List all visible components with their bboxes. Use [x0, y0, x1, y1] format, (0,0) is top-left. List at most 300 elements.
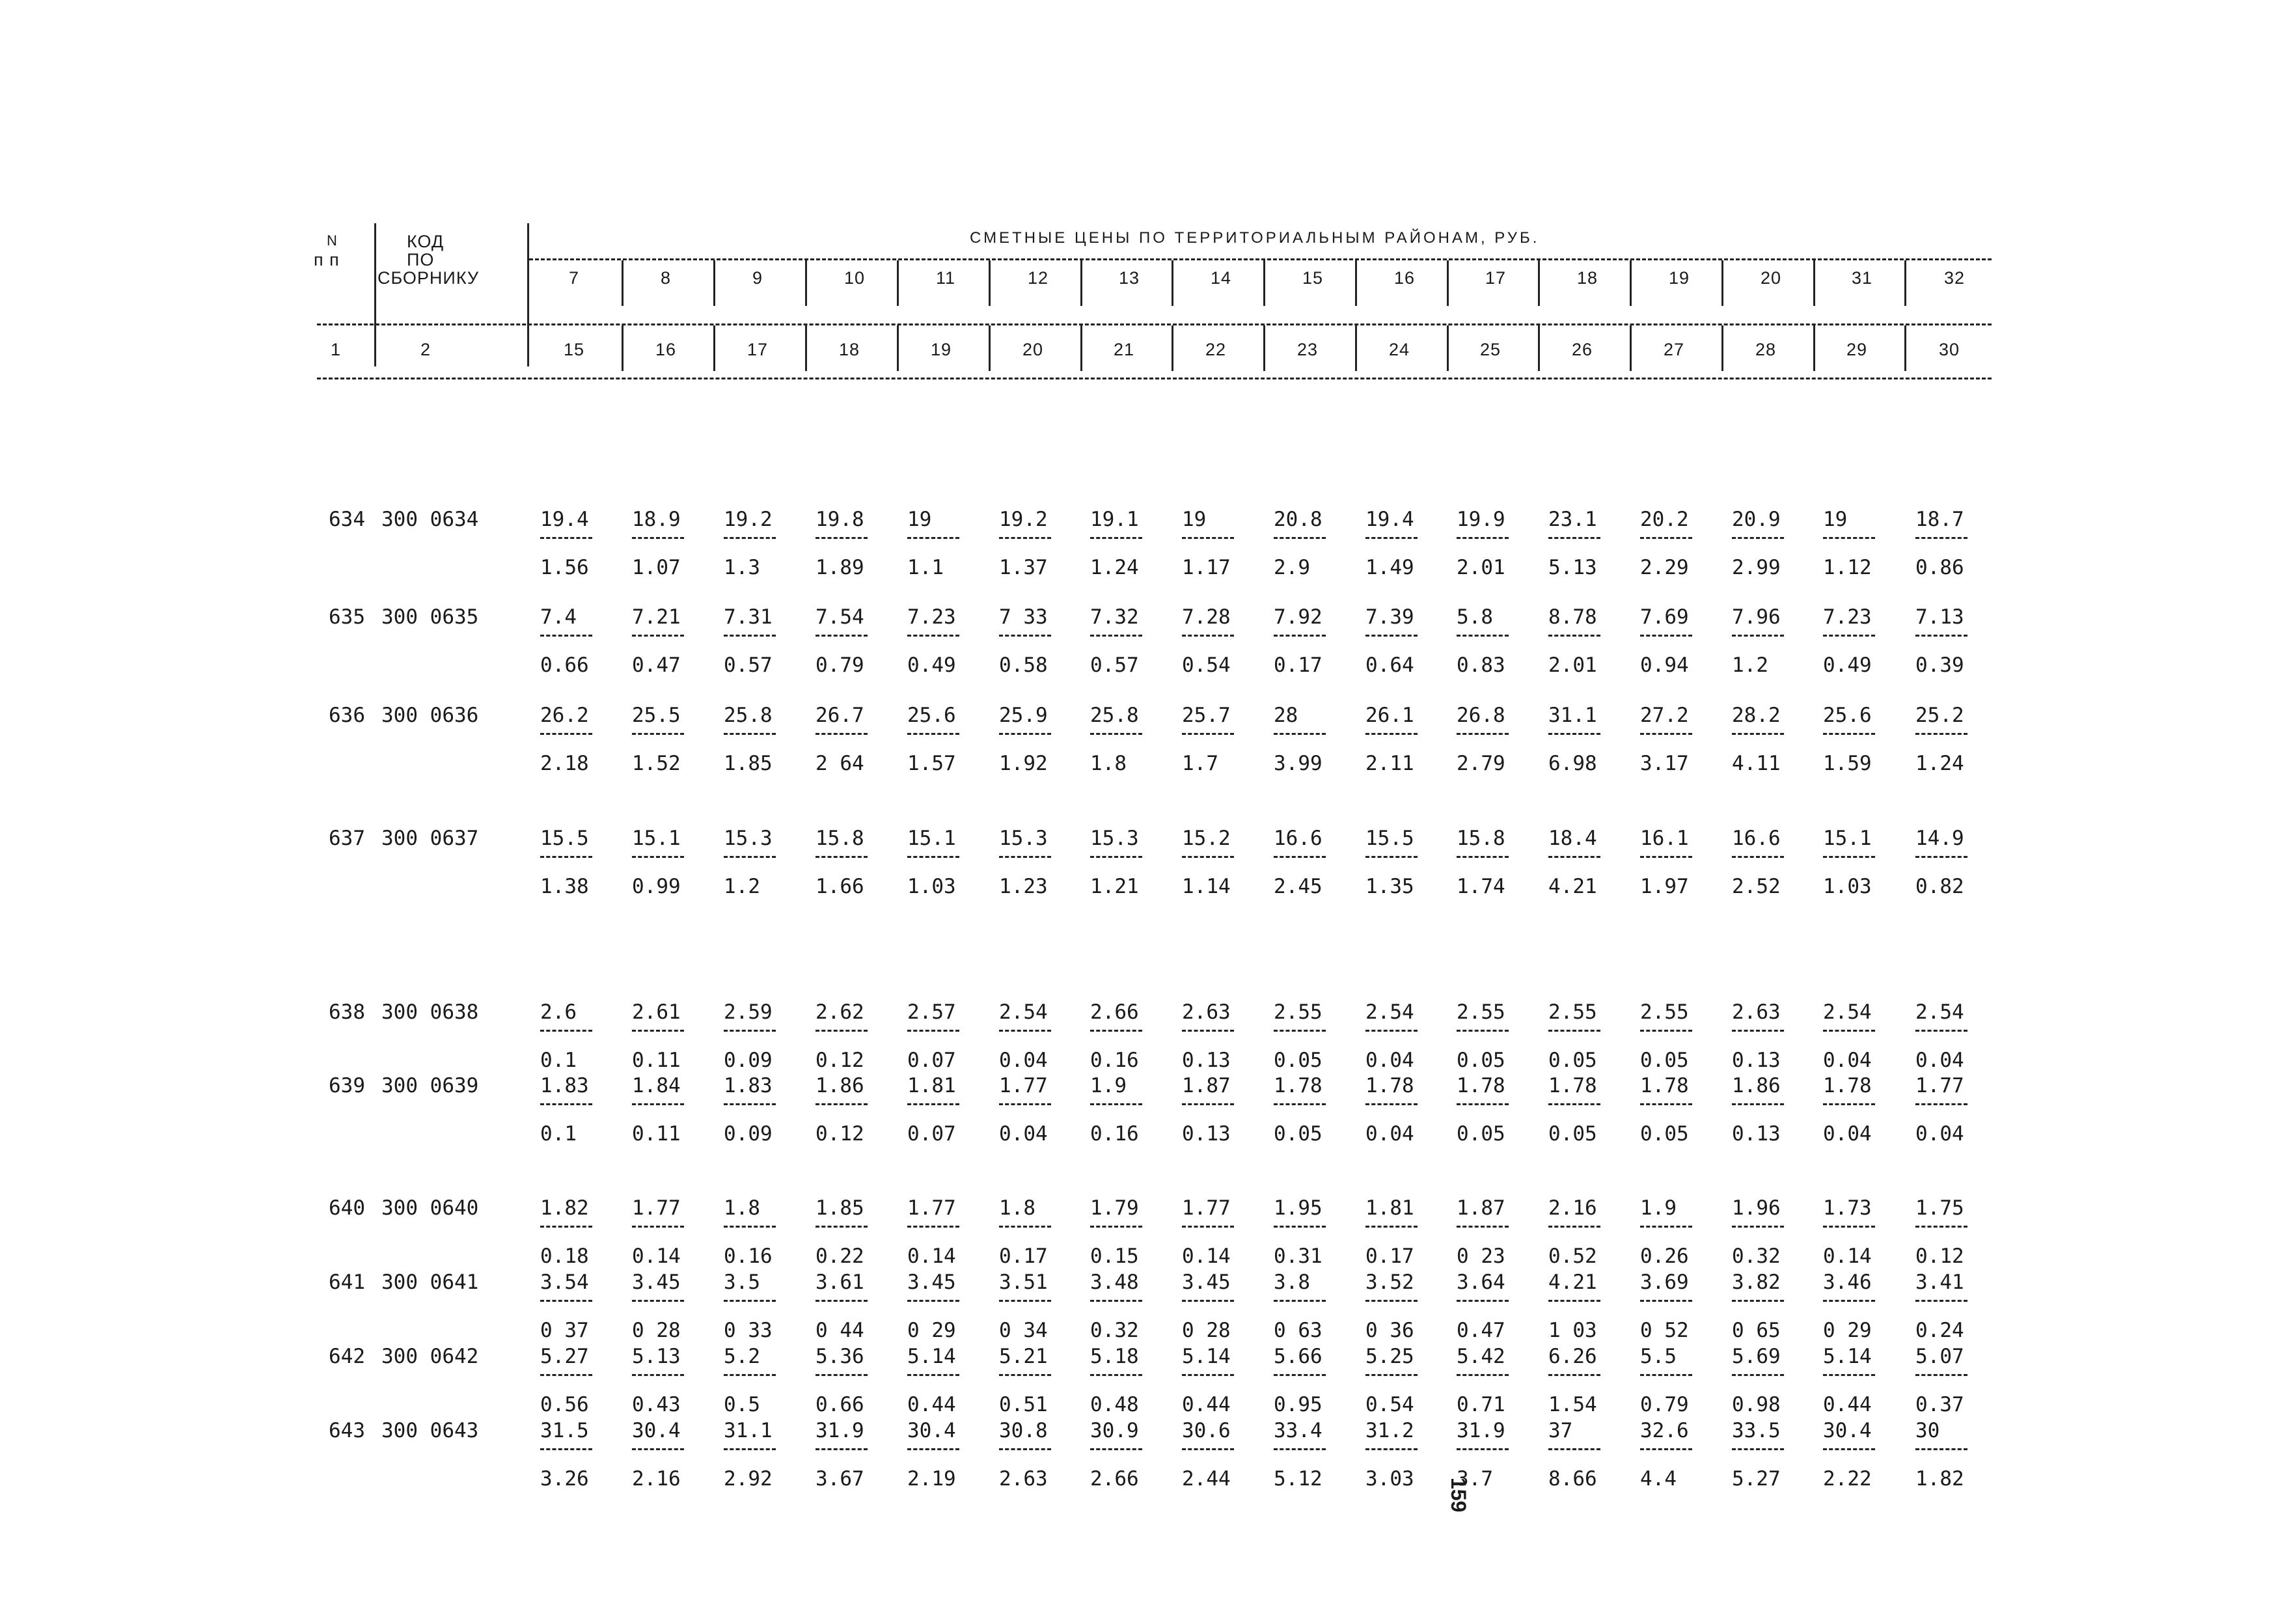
fraction-line [1182, 635, 1234, 637]
price-total: 1.85 [816, 1196, 864, 1220]
fraction-line [999, 1030, 1051, 1032]
price-total: 30.4 [632, 1419, 681, 1442]
price-wage: 0.13 [1182, 1049, 1231, 1072]
price-wage: 2.16 [632, 1467, 681, 1491]
district-number: 16 [1394, 268, 1416, 288]
column-separator [897, 260, 899, 306]
fraction-line [724, 1448, 776, 1450]
district-number: 19 [1669, 268, 1690, 288]
price-wage: 0.04 [1915, 1049, 1964, 1072]
price-total: 1.78 [1640, 1074, 1689, 1097]
price-wage: 0.04 [999, 1049, 1048, 1072]
price-wage: 0.58 [999, 654, 1048, 677]
price-wage: 2.63 [999, 1467, 1048, 1491]
price-wage: 0.86 [1915, 556, 1964, 579]
fraction-line [1823, 1226, 1875, 1228]
price-total: 19.1 [1090, 508, 1139, 531]
price-wage: 0 52 [1640, 1319, 1689, 1342]
price-total: 28 [1274, 704, 1298, 727]
price-wage: 1.12 [1823, 556, 1872, 579]
price-wage: 0.14 [907, 1245, 956, 1268]
fraction-line [724, 1374, 776, 1376]
price-wage: 0.49 [907, 654, 956, 677]
price-wage: 1.92 [999, 752, 1048, 775]
fraction-line [1182, 537, 1234, 539]
price-total: 25.6 [1823, 704, 1872, 727]
price-wage: 0.16 [724, 1245, 773, 1268]
price-total: 1.78 [1274, 1074, 1323, 1097]
price-total: 15.5 [1365, 827, 1414, 850]
price-total: 15.1 [632, 827, 681, 850]
price-wage: 3.03 [1365, 1467, 1414, 1491]
fraction-line [999, 1374, 1051, 1376]
district-number: 17 [1485, 268, 1507, 288]
fraction-line [1365, 1374, 1418, 1376]
column-separator [1263, 260, 1265, 306]
price-wage: 0.12 [816, 1122, 864, 1146]
fraction-line [907, 733, 959, 735]
price-total: 30.4 [907, 1419, 956, 1442]
price-wage: 0.83 [1457, 654, 1505, 677]
price-total: 15.1 [1823, 827, 1872, 850]
fraction-line [1457, 1030, 1509, 1032]
fraction-line [816, 1226, 868, 1228]
price-total: 33.5 [1732, 1419, 1781, 1442]
price-wage: 0.04 [999, 1122, 1048, 1146]
fraction-line [1274, 856, 1326, 858]
fraction-line [1732, 1374, 1784, 1376]
price-total: 2.57 [907, 1000, 956, 1024]
price-wage: 0.95 [1274, 1393, 1323, 1416]
price-total: 15.8 [816, 827, 864, 850]
price-wage: 5.13 [1548, 556, 1597, 579]
fraction-line [1365, 1300, 1418, 1302]
fraction-line [1090, 1300, 1142, 1302]
price-total: 30.8 [999, 1419, 1048, 1442]
price-total: 14.9 [1915, 827, 1964, 850]
price-total: 30.4 [1823, 1419, 1872, 1442]
price-total: 15.8 [1457, 827, 1505, 850]
row-number: 637 [329, 827, 365, 850]
price-total: 26.2 [540, 704, 589, 727]
price-wage: 0.05 [1640, 1122, 1689, 1146]
price-total: 18.7 [1915, 508, 1964, 531]
price-wage: 0.04 [1365, 1122, 1414, 1146]
price-total: 3.61 [816, 1271, 864, 1294]
column-separator [1630, 325, 1632, 371]
price-total: 1.77 [1182, 1196, 1231, 1220]
price-wage: 0.15 [1090, 1245, 1139, 1268]
page-number: 159 [1447, 1478, 1470, 1513]
row-code: 300 0638 [381, 1000, 479, 1024]
price-wage: 0.47 [632, 654, 681, 677]
column-separator [1355, 260, 1357, 306]
price-total: 5.07 [1915, 1345, 1964, 1368]
fraction-line [1182, 856, 1234, 858]
column-index: 28 [1755, 340, 1777, 359]
fraction-line [1365, 1103, 1418, 1105]
fraction-line [1640, 635, 1692, 637]
fraction-line [1732, 856, 1784, 858]
fraction-line [1915, 1300, 1967, 1302]
price-total: 5.13 [632, 1345, 681, 1368]
price-wage: 5.27 [1732, 1467, 1781, 1491]
district-number: 12 [1028, 268, 1049, 288]
row-number: 638 [329, 1000, 365, 1024]
fraction-line [724, 1103, 776, 1105]
price-total: 26.8 [1457, 704, 1505, 727]
fraction-line [1457, 537, 1509, 539]
header-vline-2 [527, 223, 529, 366]
fraction-line [907, 1226, 959, 1228]
price-total: 16.6 [1732, 827, 1781, 850]
price-total: 23.1 [1548, 508, 1597, 531]
price-wage: 1.56 [540, 556, 589, 579]
fraction-line [1640, 1448, 1692, 1450]
price-total: 1.77 [632, 1196, 681, 1220]
fraction-line [724, 635, 776, 637]
fraction-line [1548, 537, 1600, 539]
price-wage: 0 37 [540, 1319, 589, 1342]
column-index: 24 [1389, 340, 1410, 359]
row-number: 635 [329, 605, 365, 629]
price-total: 1.8 [724, 1196, 760, 1220]
price-total: 7.28 [1182, 605, 1231, 629]
price-total: 3.5 [724, 1271, 760, 1294]
column-index: 15 [564, 340, 585, 359]
fraction-line [907, 537, 959, 539]
fraction-line [632, 1103, 684, 1105]
price-total: 5.36 [816, 1345, 864, 1368]
price-wage: 3.67 [816, 1467, 864, 1491]
price-wage: 0 36 [1365, 1319, 1414, 1342]
price-total: 15.3 [999, 827, 1048, 850]
price-total: 1.75 [1915, 1196, 1964, 1220]
price-total: 2.16 [1548, 1196, 1597, 1220]
price-wage: 1.2 [724, 875, 760, 898]
price-total: 5.5 [1640, 1345, 1677, 1368]
price-total: 5.25 [1365, 1345, 1414, 1368]
price-wage: 5.12 [1274, 1467, 1323, 1491]
price-wage: 0.66 [540, 654, 589, 677]
price-wage: 2.79 [1457, 752, 1505, 775]
price-total: 7.31 [724, 605, 773, 629]
price-total: 15.2 [1182, 827, 1231, 850]
price-total: 32.6 [1640, 1419, 1689, 1442]
row-number: 634 [329, 508, 365, 531]
price-total: 1.84 [632, 1074, 681, 1097]
row-number: 641 [329, 1271, 365, 1294]
price-total: 5.21 [999, 1345, 1048, 1368]
price-wage: 0.14 [632, 1245, 681, 1268]
price-wage: 1.7 [1182, 752, 1218, 775]
fraction-line [816, 1374, 868, 1376]
fraction-line [1640, 537, 1692, 539]
price-wage: 1.37 [999, 556, 1048, 579]
price-total: 7.4 [540, 605, 577, 629]
district-number: 32 [1944, 268, 1966, 288]
fraction-line [1090, 1226, 1142, 1228]
price-wage: 0.99 [632, 875, 681, 898]
price-total: 19.4 [540, 508, 589, 531]
price-total: 30.9 [1090, 1419, 1139, 1442]
price-total: 3.41 [1915, 1271, 1964, 1294]
price-wage: 0.79 [816, 654, 864, 677]
price-total: 16.1 [1640, 827, 1689, 850]
price-wage: 0.07 [907, 1049, 956, 1072]
fraction-line [632, 1448, 684, 1450]
fraction-line [1090, 1030, 1142, 1032]
fraction-line [999, 1300, 1051, 1302]
price-total: 5.8 [1457, 605, 1493, 629]
price-wage: 0.51 [999, 1393, 1048, 1416]
col-kod-label: КОД [407, 232, 445, 251]
fraction-line [1548, 1374, 1600, 1376]
price-total: 26.7 [816, 704, 864, 727]
price-wage: 6.98 [1548, 752, 1597, 775]
column-index: 27 [1664, 340, 1685, 359]
price-total: 1.83 [540, 1074, 589, 1097]
district-number: 15 [1302, 268, 1324, 288]
fraction-line [1915, 1226, 1967, 1228]
price-wage: 0.82 [1915, 875, 1964, 898]
price-wage: 0.44 [907, 1393, 956, 1416]
column-separator [1904, 260, 1906, 306]
column-index: 25 [1480, 340, 1501, 359]
price-wage: 1.03 [1823, 875, 1872, 898]
price-wage: 1.3 [724, 556, 760, 579]
district-number: 10 [844, 268, 866, 288]
price-total: 2.55 [1274, 1000, 1323, 1024]
price-wage: 0.11 [632, 1122, 681, 1146]
col-n-label: N [327, 232, 338, 249]
fraction-line [1457, 1300, 1509, 1302]
price-total: 1.73 [1823, 1196, 1872, 1220]
fraction-line [1365, 856, 1418, 858]
fraction-line [540, 1030, 592, 1032]
fraction-line [724, 1300, 776, 1302]
fraction-line [1823, 1030, 1875, 1032]
price-total: 1.95 [1274, 1196, 1323, 1220]
price-wage: 0.09 [724, 1049, 773, 1072]
column-separator [1355, 325, 1357, 371]
column-index: 30 [1939, 340, 1960, 359]
price-wage: 2.19 [907, 1467, 956, 1491]
price-wage: 2.9 [1274, 556, 1310, 579]
price-total: 31.9 [1457, 1419, 1505, 1442]
price-total: 3.45 [907, 1271, 956, 1294]
price-wage: 1.97 [1640, 875, 1689, 898]
price-wage: 1.23 [999, 875, 1048, 898]
price-wage: 0.98 [1732, 1393, 1781, 1416]
price-wage: 0 33 [724, 1319, 773, 1342]
fraction-line [1915, 1374, 1967, 1376]
price-total: 33.4 [1274, 1419, 1323, 1442]
price-total: 2.54 [1365, 1000, 1414, 1024]
fraction-line [1090, 733, 1142, 735]
price-wage: 0 34 [999, 1319, 1048, 1342]
district-number: 7 [569, 268, 580, 288]
price-total: 3.69 [1640, 1271, 1689, 1294]
price-total: 1.81 [907, 1074, 956, 1097]
price-total: 30.6 [1182, 1419, 1231, 1442]
price-total: 19.8 [816, 508, 864, 531]
price-wage: 1.24 [1915, 752, 1964, 775]
price-total: 7.96 [1732, 605, 1781, 629]
fraction-line [1365, 1030, 1418, 1032]
price-total: 2.54 [1915, 1000, 1964, 1024]
fraction-line [540, 1374, 592, 1376]
price-wage: 0.12 [816, 1049, 864, 1072]
fraction-line [1732, 1103, 1784, 1105]
price-total: 7.92 [1274, 605, 1323, 629]
column-separator [1538, 260, 1540, 306]
price-total: 15.3 [724, 827, 773, 850]
fraction-line [1457, 635, 1509, 637]
fraction-line [1090, 1448, 1142, 1450]
price-wage: 1.82 [1915, 1467, 1964, 1491]
price-total: 31.9 [816, 1419, 864, 1442]
fraction-line [907, 1030, 959, 1032]
column-separator [1080, 260, 1082, 306]
col-index-2: 2 [420, 340, 432, 359]
district-number: 18 [1577, 268, 1598, 288]
fraction-line [1732, 1300, 1784, 1302]
price-total: 1.87 [1182, 1074, 1231, 1097]
price-total: 25.9 [999, 704, 1048, 727]
fraction-line [1915, 856, 1967, 858]
fraction-line [632, 856, 684, 858]
column-index: 19 [931, 340, 952, 359]
price-total: 3.48 [1090, 1271, 1139, 1294]
price-wage: 0.05 [1457, 1122, 1505, 1146]
fraction-line [907, 1374, 959, 1376]
fraction-line [999, 635, 1051, 637]
price-total: 8.78 [1548, 605, 1597, 629]
col-pp-label: п п [314, 250, 340, 269]
district-number: 31 [1852, 268, 1873, 288]
price-wage: 1.14 [1182, 875, 1231, 898]
fraction-line [1365, 1226, 1418, 1228]
fraction-line [540, 1300, 592, 1302]
fraction-line [999, 537, 1051, 539]
row-code: 300 0634 [381, 508, 479, 531]
column-separator [897, 325, 899, 371]
price-wage: 1.07 [632, 556, 681, 579]
fraction-line [999, 733, 1051, 735]
column-index: 20 [1022, 340, 1044, 359]
fraction-line [1457, 1226, 1509, 1228]
header-rule-top [529, 258, 1992, 260]
price-total: 3.54 [540, 1271, 589, 1294]
fraction-line [724, 537, 776, 539]
price-wage: 0 65 [1732, 1319, 1781, 1342]
row-code: 300 0642 [381, 1345, 479, 1368]
price-wage: 0.16 [1090, 1122, 1139, 1146]
price-wage: 0 28 [1182, 1319, 1231, 1342]
price-wage: 0.49 [1823, 654, 1872, 677]
price-total: 7 33 [999, 605, 1048, 629]
price-wage: 2.01 [1548, 654, 1597, 677]
price-total: 6.26 [1548, 1345, 1597, 1368]
price-total: 25.7 [1182, 704, 1231, 727]
fraction-line [1640, 1103, 1692, 1105]
fraction-line [1182, 1226, 1234, 1228]
price-wage: 1.74 [1457, 875, 1505, 898]
fraction-line [999, 1226, 1051, 1228]
fraction-line [816, 1448, 868, 1450]
column-index: 23 [1297, 340, 1319, 359]
row-code: 300 0640 [381, 1196, 479, 1220]
fraction-line [907, 1300, 959, 1302]
fraction-line [632, 1030, 684, 1032]
fraction-line [1640, 1300, 1692, 1302]
header-vline-1 [374, 223, 376, 366]
fraction-line [816, 1103, 868, 1105]
column-index: 18 [839, 340, 860, 359]
column-separator [1263, 325, 1265, 371]
fraction-line [540, 537, 592, 539]
price-total: 2.61 [632, 1000, 681, 1024]
price-total: 1.83 [724, 1074, 773, 1097]
price-wage: 2.52 [1732, 875, 1781, 898]
fraction-line [1274, 537, 1326, 539]
fraction-line [540, 1103, 592, 1105]
price-total: 2.54 [999, 1000, 1048, 1024]
price-wage: 0.13 [1182, 1122, 1231, 1146]
price-total: 19.2 [724, 508, 773, 531]
price-wage: 2.99 [1732, 556, 1781, 579]
price-total: 1.86 [1732, 1074, 1781, 1097]
fraction-line [1182, 1374, 1234, 1376]
price-wage: 8.66 [1548, 1467, 1597, 1491]
fraction-line [1548, 1300, 1600, 1302]
fraction-line [1823, 1300, 1875, 1302]
price-total: 3.8 [1274, 1271, 1310, 1294]
header-rule-bottom [317, 378, 1992, 379]
price-wage: 1.1 [907, 556, 944, 579]
price-wage: 1.17 [1182, 556, 1231, 579]
price-total: 1.77 [1915, 1074, 1964, 1097]
price-wage: 0.05 [1548, 1049, 1597, 1072]
fraction-line [999, 1103, 1051, 1105]
fraction-line [1274, 635, 1326, 637]
price-wage: 0 28 [632, 1319, 681, 1342]
fraction-line [632, 635, 684, 637]
price-wage: 1.2 [1732, 654, 1768, 677]
price-wage: 1.85 [724, 752, 773, 775]
price-total: 31.2 [1365, 1419, 1414, 1442]
price-wage: 1.38 [540, 875, 589, 898]
price-wage: 2.11 [1365, 752, 1414, 775]
fraction-line [1915, 733, 1967, 735]
price-wage: 0.05 [1548, 1122, 1597, 1146]
price-wage: 0.14 [1823, 1245, 1872, 1268]
price-wage: 0.07 [907, 1122, 956, 1146]
price-total: 1.79 [1090, 1196, 1139, 1220]
price-total: 25.8 [1090, 704, 1139, 727]
fraction-line [540, 1226, 592, 1228]
fraction-line [1915, 537, 1967, 539]
price-wage: 0.32 [1732, 1245, 1781, 1268]
fraction-line [540, 856, 592, 858]
price-total: 19 [907, 508, 932, 531]
column-index: 17 [747, 340, 769, 359]
fraction-line [540, 733, 592, 735]
fraction-line [1457, 856, 1509, 858]
fraction-line [999, 1448, 1051, 1450]
fraction-line [1548, 856, 1600, 858]
